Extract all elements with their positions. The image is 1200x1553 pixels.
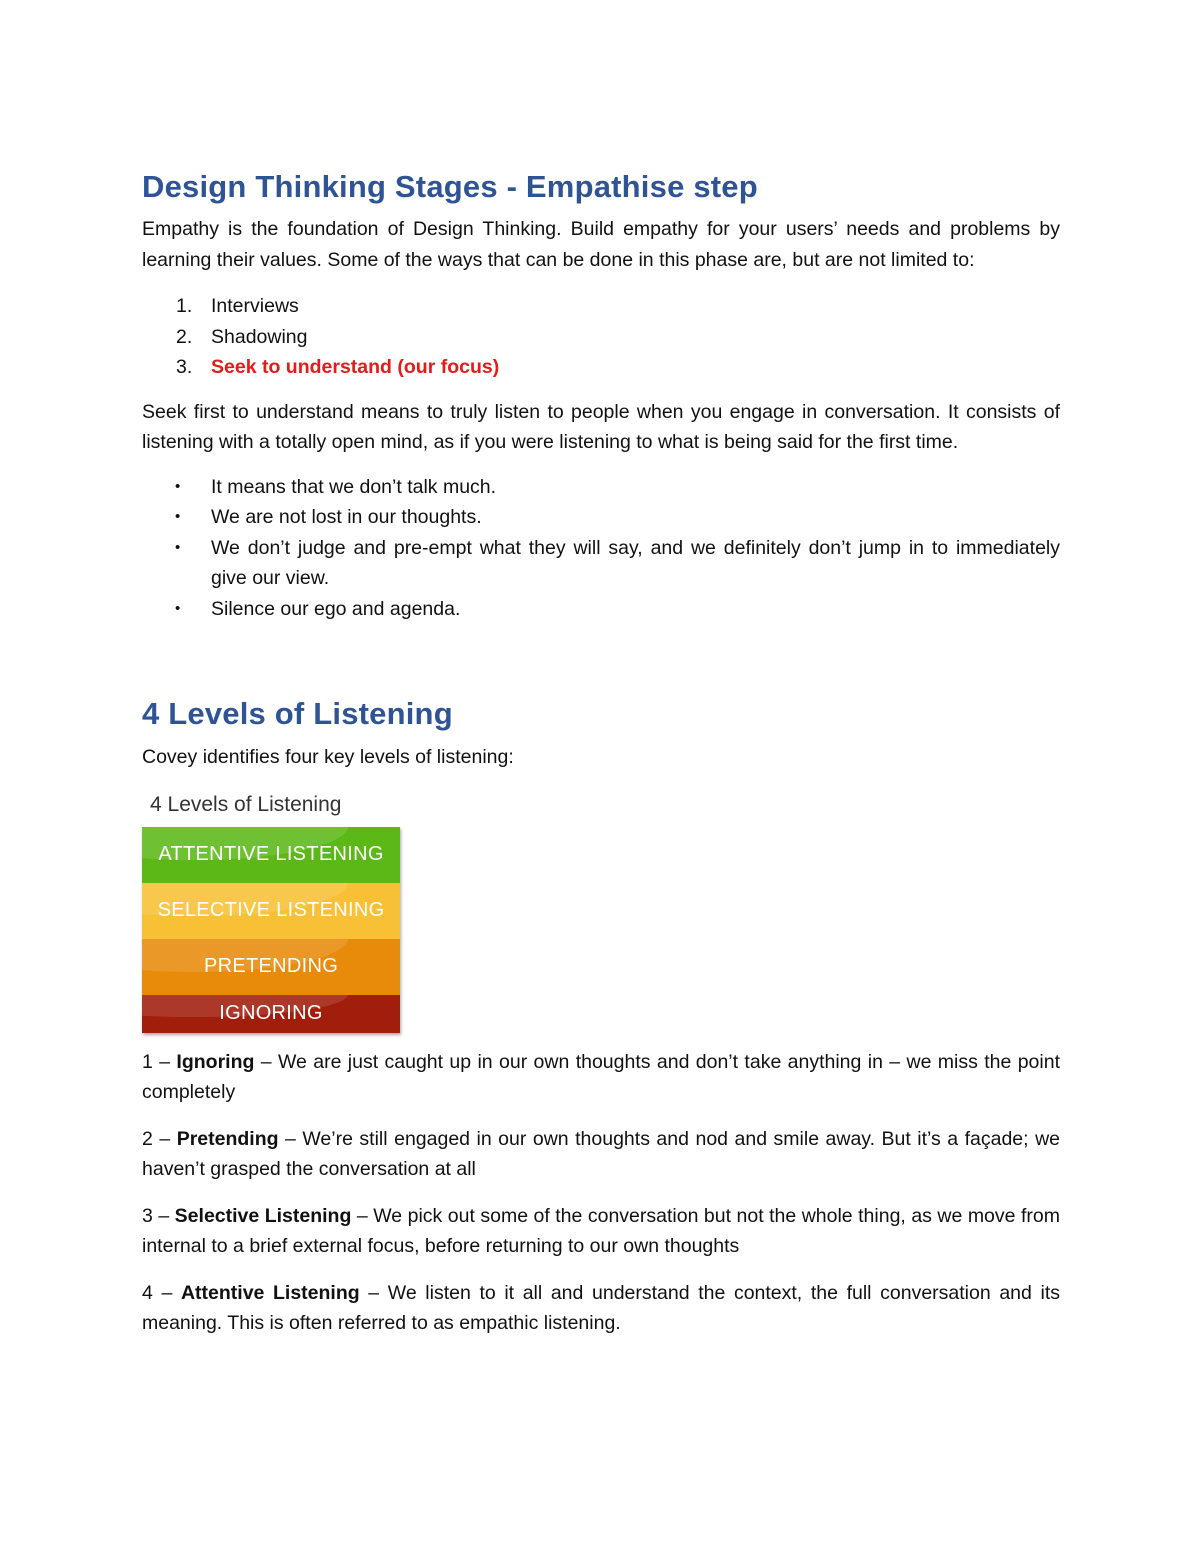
band-label: IGNORING <box>219 1002 323 1024</box>
level-description-4 <box>142 1278 1060 1339</box>
section-heading-empathise: Design Thinking Stages - Empathise step <box>142 169 758 204</box>
list-item-text: We don’t judge and pre-empt what they will say, and we definitely don’t jump in to immediately give our view. <box>211 536 1060 589</box>
level-number: 3 – <box>142 1204 175 1227</box>
list-item <box>142 291 1060 322</box>
list-item-text: Silence our ego and agenda. <box>211 597 461 620</box>
listening-levels-section <box>142 686 1060 1339</box>
band-label: PRETENDING <box>203 955 339 977</box>
levels-stack <box>142 827 400 1033</box>
bullet-icon: • <box>175 599 181 617</box>
list-item <box>142 594 1060 625</box>
band-pretending <box>142 939 400 995</box>
level-number: 1 – <box>142 1050 177 1073</box>
band-selective-listening <box>142 883 400 939</box>
bullet-icon: • <box>175 538 181 556</box>
level-description-1 <box>142 1047 1060 1108</box>
list-item-text: It means that we don’t talk much. <box>211 475 497 498</box>
list-item-text-highlighted: Seek to understand (our focus) <box>211 356 500 378</box>
band-label: ATTENTIVE LISTENING <box>158 843 384 865</box>
list-item <box>142 472 1060 503</box>
band-ignoring <box>142 995 400 1033</box>
methods-list <box>142 291 1060 383</box>
empathy-intro-paragraph: Empathy is the foundation of Design Thinking. Build empathy for your users’ needs and problems by learning their values. Some of the ways that can be done in this phase are, but are not limited to: <box>142 218 1060 271</box>
list-item-text: We are not lost in our thoughts. <box>211 506 482 528</box>
bullet-list <box>142 472 1060 625</box>
list-number: 2. <box>176 325 193 348</box>
level-number: 2 – <box>142 1127 177 1150</box>
listening-levels-figure <box>142 787 412 1033</box>
list-item <box>142 352 1060 383</box>
level-description-3 <box>142 1201 1060 1262</box>
list-item <box>142 322 1060 353</box>
level-number: 4 – <box>142 1281 181 1304</box>
levels-descriptions <box>142 1047 1060 1339</box>
level-text: – We pick out some of the conversation but not the whole thing, as we move from internal to a brief external focus, before returning to our own thoughts <box>142 1204 1060 1257</box>
list-item-text: Shadowing <box>211 325 308 348</box>
bullet-icon: • <box>175 477 181 495</box>
seek-first-paragraph: Seek first to understand means to truly listen to people when you engage in conversation. It consists of listening with a totally open mind, as if you were listening to what is being said for the first time. <box>142 400 1060 453</box>
level-text: – We’re still engaged in our own thoughts and nod and smile away. But it’s a façade; we haven’t grasped the conversation at all <box>142 1127 1060 1180</box>
document-content <box>142 160 1060 1339</box>
band-attentive-listening <box>142 827 400 883</box>
section-heading-levels: 4 Levels of Listening <box>142 696 453 731</box>
list-number: 1. <box>176 295 193 317</box>
list-item <box>142 502 1060 533</box>
list-item <box>142 533 1060 594</box>
list-number: 3. <box>176 356 193 378</box>
level-name: Pretending <box>176 1127 279 1150</box>
level-name: Ignoring <box>176 1050 255 1073</box>
level-description-2 <box>142 1124 1060 1185</box>
level-text: – We listen to it all and understand the context, the full conversation and its meaning. This is often referred to as empathic listening. <box>142 1281 1060 1334</box>
level-name: Attentive Listening <box>180 1281 360 1304</box>
level-text: – We are just caught up in our own thoughts and don’t take anything in – we miss the point completely <box>142 1050 1060 1103</box>
bullet-icon: • <box>175 508 181 525</box>
list-item-text: Interviews <box>211 295 299 317</box>
band-label: SELECTIVE LISTENING <box>157 899 385 921</box>
level-name: Selective Listening <box>174 1204 352 1227</box>
figure-title: 4 Levels of Listening <box>150 792 342 816</box>
covey-intro-paragraph: Covey identifies four key levels of listening: <box>142 746 514 768</box>
